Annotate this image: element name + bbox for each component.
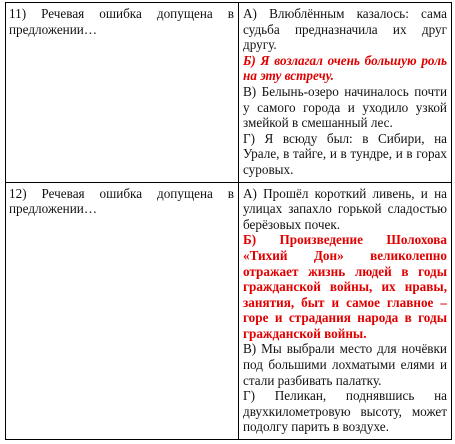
question-text: 11) Речевая ошибка допущена в предложении… xyxy=(9,6,234,37)
question-row-11 xyxy=(6,3,452,183)
test-page xyxy=(5,2,451,440)
question-text: 12) Речевая ошибка допущена в предложении… xyxy=(9,185,234,217)
option-b-highlighted: Б) Я возлагал очень большую роль на эту встречу. xyxy=(243,52,447,84)
options-cell xyxy=(239,3,452,183)
option-g: Г) Я всюду был: в Сибири, на Урале, в тайге, и в тундре, и в горах суровых. xyxy=(243,130,447,177)
question-cell xyxy=(6,182,239,440)
option-g: Г) Пеликан, поднявшись на двухкилометровую высоту, может подолгу парить в воздухе. xyxy=(243,388,447,435)
question-row-12 xyxy=(6,182,452,440)
option-a: А) Влюблённым казалось: сама судьба предназначила их друг другу. xyxy=(243,6,447,53)
option-a: А) Прошёл короткий ливень, и на улицах запахло горькой сладостью берёзовых почек. xyxy=(243,185,447,232)
questions-table xyxy=(5,2,452,440)
option-v: В) Белынь-озеро начиналось почти у самого города и уходило узкой змейкой в смешанный лес. xyxy=(243,83,447,131)
question-cell xyxy=(6,3,239,183)
option-b-highlighted: Б) Произведение Шолохова «Тихий Дон» великолепно отражает жизнь людей в годы гражданской войны, их нравы, занятия, быт и самое главное – горе и страдания народа в годы гражданской войны. xyxy=(243,232,447,341)
options-cell xyxy=(239,182,452,440)
option-v: В) Мы выбрали место для ночёвки под большими лохматыми елями и стали разбивать палатку. xyxy=(243,341,447,388)
